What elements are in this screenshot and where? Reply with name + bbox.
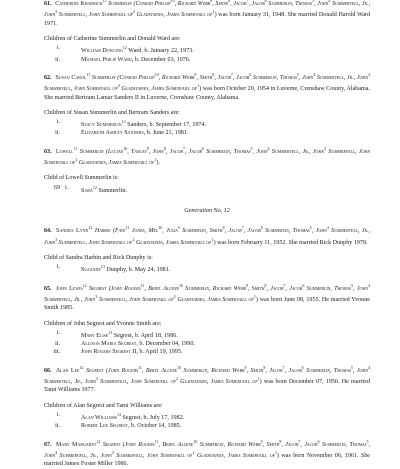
child-text	[81, 184, 370, 195]
generation-superscript: 5	[366, 438, 369, 444]
generation-superscript: 5	[350, 364, 353, 370]
child-index: i.	[56, 45, 60, 52]
child-index: ii.	[55, 56, 60, 63]
entry-paragraph	[44, 224, 370, 247]
child-item	[44, 340, 370, 348]
children-list	[44, 118, 370, 138]
child-roman: i.	[65, 184, 69, 191]
ancestry: , Yancey	[127, 148, 147, 155]
child-text	[81, 263, 370, 274]
ancestry: Summerlin, Richard Webb	[180, 367, 245, 374]
generation-superscript: 10	[170, 0, 175, 3]
generation-superscript: 11	[102, 0, 107, 3]
generation-superscript: 8	[212, 71, 215, 77]
child-name: Suzanne	[81, 267, 101, 274]
child-index: ii.	[55, 130, 60, 137]
generation-superscript: 11	[140, 282, 145, 288]
ancestry: Jones, Mel	[129, 228, 159, 235]
generation-superscript: 11	[125, 225, 130, 231]
generation-superscript: 12	[92, 184, 97, 190]
child-roman	[65, 129, 81, 137]
child-item	[44, 411, 370, 422]
ancestry: Summerlin	[303, 367, 330, 374]
person-name: Sandra Lynn	[53, 228, 89, 235]
generation-superscript: 2	[175, 376, 178, 382]
generation-superscript: 2	[173, 293, 176, 299]
generation-superscript: 9	[177, 225, 180, 231]
generation-superscript: 12	[122, 45, 127, 51]
entry-paragraph	[44, 0, 370, 28]
generation-superscript: 9	[245, 282, 248, 288]
ancestry: Segrest (John Rogers	[100, 441, 155, 448]
child-details: Ward, b. January 22, 1973.	[126, 48, 194, 55]
ancestry: Summervell, John Somervaill of	[44, 86, 118, 93]
generation-superscript: 5	[296, 71, 299, 77]
generation-superscript: 10	[158, 225, 163, 231]
child-details: Sanders, b. September 17, 1974.	[125, 122, 207, 129]
ancestry: , Jacob	[243, 228, 261, 235]
ancestry: Summerlin	[319, 441, 346, 448]
generation-superscript: 8	[222, 225, 225, 231]
generation-superscript: 13	[108, 329, 113, 335]
generation-superscript: 4	[55, 449, 58, 455]
ancestry: Gladstaines, James Somervaill of	[194, 453, 275, 460]
ancestry: , John	[148, 148, 164, 155]
generation-superscript: 10	[154, 71, 159, 77]
ancestry: Summervell, John Somervaill of	[113, 453, 193, 460]
ancestry: Gladstaines, James Somervaill of	[77, 160, 155, 167]
ancestry: , Jacob	[184, 148, 202, 155]
generation-superscript: 7	[182, 145, 185, 151]
generation-superscript: 4	[368, 282, 370, 288]
generation-superscript: 1	[154, 157, 157, 163]
child-name: Stacy Summerlin	[81, 122, 122, 129]
generation-superscript: 9	[260, 438, 263, 444]
entry-paragraph	[44, 145, 370, 168]
entry-63	[44, 145, 370, 195]
child-item	[44, 56, 370, 64]
ancestry: Summerlin (Conrad Phillip	[90, 74, 155, 81]
generation-superscript: 3	[55, 9, 58, 15]
child-name: John Rogers Segrest II	[81, 349, 137, 356]
ancestry: , Jacob	[248, 1, 265, 8]
ancestry: Summervell, John Somervaill of	[44, 148, 370, 167]
generation-superscript: 12	[79, 364, 84, 370]
child-item	[44, 44, 370, 55]
child-details: , b. October 14, 1985.	[128, 423, 182, 430]
ancestry: Summervell, Jr., John	[44, 1, 371, 19]
generation-superscript: 6	[302, 282, 305, 288]
generation-superscript: 8	[263, 364, 266, 370]
ancestry: , Thomas	[330, 285, 352, 292]
child-roman	[65, 422, 81, 430]
ancestry: Gladstaines, James Somervaill of	[119, 86, 198, 93]
ancestry: Summervell, Jr., John	[269, 148, 324, 155]
child-text	[81, 329, 370, 340]
child-item	[44, 129, 370, 137]
generation-superscript: 5	[309, 225, 312, 231]
ancestry: Gladstaines, James Somervaill of	[134, 12, 213, 19]
ancestry: , Julia	[162, 228, 178, 235]
generation-superscript: 2	[132, 9, 135, 15]
generation-superscript: 1	[257, 376, 260, 382]
generation-superscript: 5	[351, 282, 354, 288]
child-details: Segrest, b. April 18, 1986.	[112, 332, 178, 339]
generation-superscript: 11	[138, 364, 142, 370]
generation-superscript: 11	[73, 145, 78, 151]
generation-superscript: 5	[250, 145, 253, 151]
generation-superscript: 7	[298, 438, 301, 444]
generation-superscript: 3	[111, 449, 114, 455]
children-list	[44, 411, 370, 431]
ancestry: Summerlin (Conrad Phillip	[106, 1, 171, 8]
children-intro: Children of John Segrest and Yvonne Smith are:	[44, 320, 162, 327]
children-list	[44, 329, 370, 357]
generation-superscript: 7	[241, 225, 244, 231]
entry-64	[44, 224, 370, 274]
entry-gap	[44, 357, 370, 364]
ancestry: Summerlin (Lucian	[77, 148, 124, 155]
entry-67	[44, 438, 370, 469]
ancestry: , John	[44, 441, 370, 460]
ancestry: , John	[298, 74, 314, 81]
child-text	[81, 348, 370, 356]
generation-superscript: 3	[324, 145, 326, 151]
entry-text: ) was born October 20, 1954 in Luverne, Crenshaw County, Alabama. She married Bertram Lamar Sanders II in Luverne, Crenshaw County, Alabama.	[44, 86, 370, 101]
child-name: William Dowling	[81, 48, 123, 55]
children-list	[44, 263, 370, 274]
generation-superscript: 10	[193, 438, 198, 444]
child-text	[81, 44, 370, 55]
child-roman	[65, 329, 81, 340]
child-roman	[65, 44, 81, 55]
entries-after	[44, 224, 370, 468]
ancestry: , Thomas	[288, 228, 310, 235]
child-details: , b. April 19, 1995.	[136, 349, 183, 356]
ancestry: Summervell, Jr., John	[57, 453, 112, 460]
ancestry: , Smith	[262, 441, 280, 448]
child-index: ii.	[55, 423, 60, 430]
generation-superscript: 3	[55, 236, 58, 242]
child-details: , b. December 03, 1976.	[131, 56, 191, 63]
child-roman	[65, 340, 81, 348]
child-roman	[65, 411, 81, 422]
ancestry: Summerlin, Richard Webb	[183, 285, 246, 292]
generation-superscript: 4	[328, 0, 331, 3]
generation-superscript: 8	[264, 282, 267, 288]
entry-62	[44, 71, 370, 138]
ancestry: Summervell, John Somervaill of	[57, 12, 133, 19]
person-name: John Lewis	[53, 285, 83, 292]
entry-number: 65.	[44, 285, 52, 292]
child-details: , b. June 21, 1981.	[143, 130, 189, 137]
ancestry: Summerlin	[266, 1, 292, 8]
entries-before	[44, 0, 370, 195]
child-item	[44, 263, 370, 274]
ancestry: , Richard Webb	[158, 74, 195, 81]
entry-number: 67.	[44, 441, 52, 448]
child-text	[81, 340, 370, 348]
generation-superscript: 4	[326, 225, 329, 231]
entry-number: 61.	[44, 1, 52, 8]
ancestry: , Jacob	[285, 285, 303, 292]
generation-superscript: 6	[201, 145, 204, 151]
ancestry: Summerlin	[304, 285, 331, 292]
generation-superscript: 8	[228, 0, 231, 3]
entry-66	[44, 364, 370, 431]
ancestry: Summervell, John Somervaill of	[97, 379, 176, 386]
children-intro: Children of Alan Segrest and Tami Williams are:	[44, 402, 163, 409]
entry-gap	[44, 64, 370, 71]
ancestry: Segrest (John Rogers	[86, 285, 141, 292]
generation-superscript: 2	[75, 157, 78, 163]
child-name: Elizabeth Ashley Sanders	[81, 130, 144, 137]
person-name: Alan Lee	[53, 367, 80, 374]
ancestry: , John	[353, 285, 368, 292]
entry-text: ) was born November 06, 1961. She married James Foster Miller 1986.	[44, 453, 370, 468]
entry-65	[44, 282, 370, 357]
generation-superscript: 9	[194, 71, 197, 77]
entry-text: ) was born February 11, 1952. She married Rick Dunphy 1978.	[213, 239, 368, 246]
entry-paragraph	[44, 438, 370, 469]
children-list	[44, 184, 370, 195]
generation-superscript: 6	[317, 438, 320, 444]
generation-superscript: 1	[212, 9, 215, 15]
ancestry: , Jacob	[214, 74, 231, 81]
entry-text: ) was born January 31, 1948. She married Donald Harold Ward 1971.	[44, 12, 370, 27]
ancestry: Summerlin, Smith	[179, 228, 223, 235]
ancestry: Summerlin, Richard Webb	[197, 441, 261, 448]
entry-paragraph	[44, 282, 370, 313]
generation-superscript: 3	[95, 376, 98, 382]
generation-superscript: 2	[117, 83, 120, 89]
children-intro: Children of Catherine Summerlin and Donald Ward are:	[44, 35, 181, 42]
generation-superscript: 7	[283, 282, 286, 288]
generation-superscript: 6	[249, 71, 252, 77]
children-intro: Child of Sandra Harbin and Rick Dunphy is:	[44, 254, 153, 261]
child-details: Segrest, b. July 17, 1982.	[121, 415, 185, 422]
entry-number: 63.	[44, 148, 52, 155]
entry-number: 66.	[44, 367, 52, 374]
generation-heading: Generation No. 12	[184, 208, 230, 215]
child-roman	[65, 56, 81, 64]
generation-superscript: 12	[121, 119, 126, 125]
generation-superscript: 12	[96, 438, 101, 444]
ancestry: , Jacob	[232, 74, 250, 81]
child-details: , b. December 04, 1990.	[136, 341, 195, 348]
generation-superscript: 10	[176, 364, 181, 370]
children-list	[44, 44, 370, 64]
generation-superscript: 2	[132, 236, 135, 242]
child-item	[44, 184, 370, 195]
child-text	[81, 118, 370, 129]
ancestry: Summerlin	[251, 74, 277, 81]
ancestry: Summervell, Jr., John	[44, 228, 371, 246]
child-name: Robert Lee Segrest	[81, 423, 129, 430]
generation-superscript: 6	[301, 364, 304, 370]
generation-superscript: 9	[146, 145, 149, 151]
generation-superscript: 4	[368, 364, 370, 370]
ancestry: , Smith	[196, 74, 213, 81]
entry-gap	[44, 138, 370, 145]
generation-superscript: 12	[88, 225, 93, 231]
ancestry: Gladstaines, James Somervaill of	[134, 239, 212, 246]
child-text	[81, 422, 370, 430]
children-intro: Child of Lowell Summerlin is:	[44, 175, 119, 182]
ancestry: , John	[252, 148, 268, 155]
person-name: Susan Carol	[53, 74, 87, 81]
child-name: Allison Maria Segrest	[81, 341, 137, 348]
entry-number: 62.	[44, 74, 52, 81]
child-index: i.	[56, 329, 60, 336]
ancestry: , Jacob	[265, 367, 283, 374]
child-item	[44, 422, 370, 430]
generation-superscript: 8	[279, 438, 282, 444]
ancestry: , Jacob	[300, 441, 318, 448]
child-item	[44, 348, 370, 356]
ancestry: , Jacob	[230, 1, 247, 8]
ancestry: , Jacob	[165, 148, 183, 155]
ancestry: Summervell, Jr., John	[44, 379, 96, 386]
child-roman	[65, 118, 81, 129]
generation-superscript: 7	[230, 71, 233, 77]
ancestry: Summervell, Jr., John	[315, 74, 368, 81]
generation-superscript: 8	[163, 145, 166, 151]
entry-text: ).	[156, 160, 160, 167]
child-details: Summerlin.	[96, 187, 127, 194]
entry-paragraph	[44, 71, 370, 102]
person-name: Catherine Kendrick	[53, 1, 103, 8]
ancestry: Summervell, Jr., John	[44, 296, 96, 303]
generation-superscript: 12	[82, 282, 87, 288]
generation-superscript: 6	[260, 225, 263, 231]
child-text	[81, 411, 370, 422]
ancestry: , Jacob	[281, 441, 299, 448]
child-item	[44, 329, 370, 340]
child-name: Mary Elise	[81, 332, 109, 339]
generation-superscript: 7	[246, 0, 249, 3]
ancestry: , Thomas	[229, 148, 251, 155]
ancestry: , Jacob	[284, 367, 302, 374]
child-roman	[65, 348, 81, 356]
generation-superscript: 10	[123, 145, 128, 151]
generation-superscript: 13	[100, 264, 105, 270]
child-text	[81, 129, 370, 137]
entry-gap	[44, 275, 370, 282]
child-name: Michael Philip Ward	[81, 56, 132, 63]
generation-superscript: 2	[192, 449, 195, 455]
entry-paragraph	[44, 364, 370, 395]
generation-superscript: 4	[267, 145, 270, 151]
generation-superscript: 11	[86, 71, 91, 77]
generation-superscript: 11	[154, 438, 159, 444]
ancestry: , Richard Webb	[174, 1, 211, 8]
ancestry: Gladstaines, James Somervaill of	[177, 379, 258, 386]
entry-text: ) was born December 07, 1956. He married Tami Williams 1977.	[44, 379, 371, 394]
ancestry: Gladstaines, James Somervaill of	[175, 296, 254, 303]
ancestry: , Smith	[246, 367, 264, 374]
ancestry: Summervell, John Somervaill of	[97, 296, 174, 303]
generation-superscript: 10	[179, 282, 184, 288]
generation-superscript: 1	[274, 449, 277, 455]
generation-superscript: 9	[210, 0, 213, 3]
ancestry: Summerlin	[203, 148, 230, 155]
generation-superscript: 1	[197, 83, 200, 89]
generation-superscript: 4	[313, 71, 316, 77]
ancestry: , Thomas	[329, 367, 351, 374]
generation-superscript: 5	[312, 0, 315, 3]
ancestry: , Thomas	[345, 441, 367, 448]
generation-superscript: 7	[282, 364, 285, 370]
ancestry: , Thomas	[276, 74, 297, 81]
generation-superscript: 1	[253, 293, 256, 299]
children-intro: Children of Susan Summerlin and Bertram Sanders are:	[44, 109, 180, 116]
child-name: Sara	[81, 187, 93, 194]
generation-superscript: 6	[264, 0, 267, 3]
entry-61	[44, 0, 370, 64]
generation-superscript: 9	[244, 364, 247, 370]
entry-text: ) was born June 08, 1955. He married Yvonne Smith 1985.	[44, 296, 370, 312]
child-roman	[65, 263, 81, 274]
ancestry: , John	[352, 367, 368, 374]
ancestry: Summerlin	[262, 228, 289, 235]
ancestry: , Beryl Allene	[144, 285, 180, 292]
entry-gap	[44, 431, 370, 438]
ancestry: , John	[311, 228, 327, 235]
ancestry: , John	[314, 1, 329, 8]
generation-superscript: 1	[211, 236, 214, 242]
ancestry: Summervell, John Somervaill of	[57, 239, 133, 246]
generation-superscript: 3	[95, 293, 98, 299]
child-index: i.	[56, 264, 60, 271]
ancestry: , Jacob	[224, 228, 242, 235]
person-name: Mary Margaret	[53, 441, 97, 448]
child-index: i.	[56, 412, 60, 419]
ancestry: , Jacob	[266, 285, 284, 292]
child-item	[44, 118, 370, 129]
entry-number: 64.	[44, 228, 52, 235]
ancestry: , Smith	[247, 285, 265, 292]
child-name: Alan Williams	[81, 415, 118, 422]
ancestry: , Smith	[212, 1, 229, 8]
child-index: ii.	[55, 341, 60, 348]
child-index: iii.	[53, 349, 60, 356]
child-details: Dunphy, b. May 24, 1981.	[104, 267, 171, 274]
ancestry: Segrest (John Rogers	[83, 367, 139, 374]
child-index: i.	[56, 119, 60, 126]
child-text	[81, 56, 370, 64]
person-name: Lowell	[53, 148, 74, 155]
ancestry: , Beryl Allene	[158, 441, 194, 448]
child-index: 69	[53, 184, 60, 191]
ancestry: Harbin (Faye	[92, 228, 126, 235]
generation-superscript: 13	[117, 412, 122, 418]
ancestry: , Thomas	[292, 1, 313, 8]
generation-superscript: 3	[367, 71, 370, 77]
ancestry: , Beryl Allene	[141, 367, 177, 374]
